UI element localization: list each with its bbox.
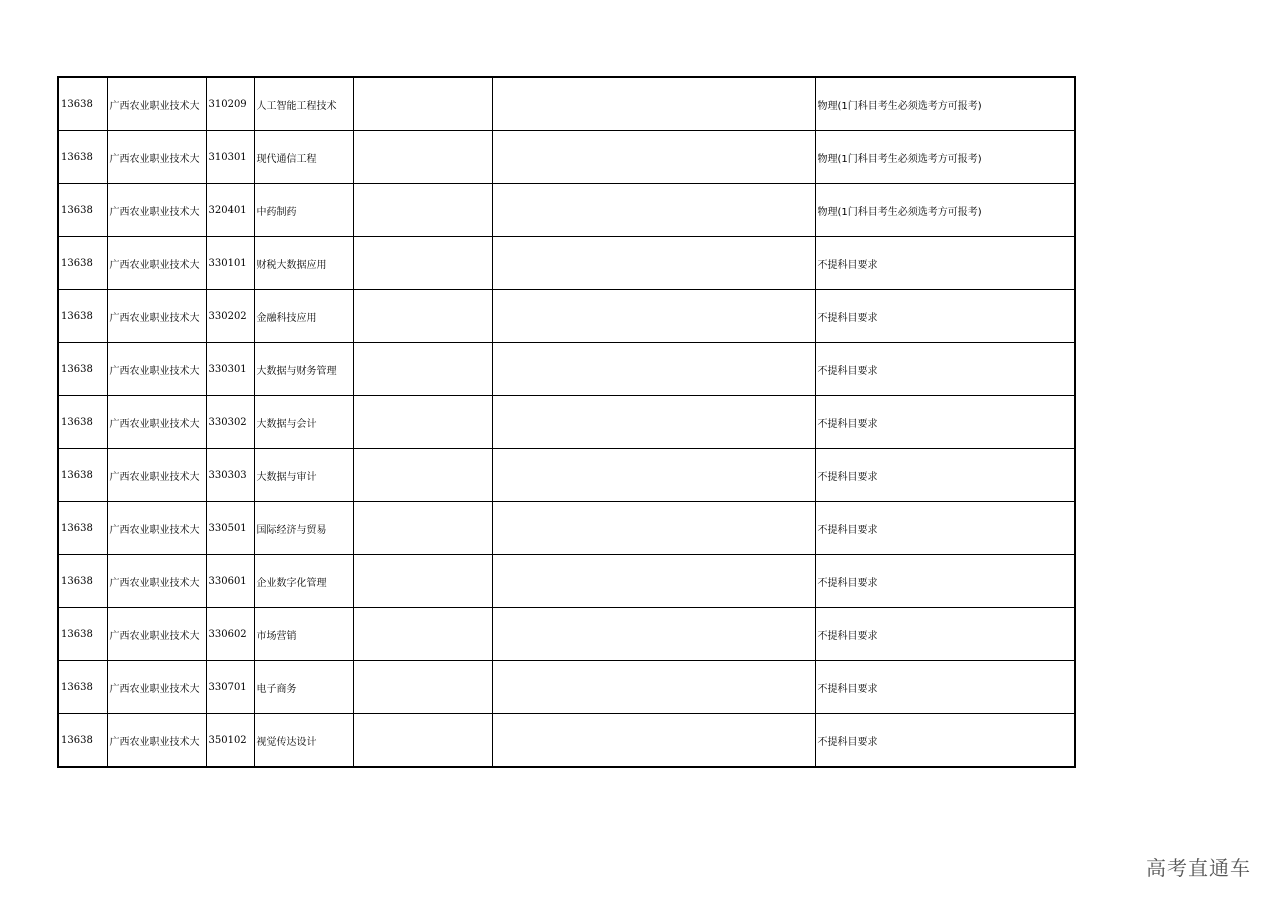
blank-cell-b xyxy=(492,290,815,343)
institution-code-cell: 13638 xyxy=(58,608,107,661)
blank-cell-b xyxy=(492,608,815,661)
institution-code-cell: 13638 xyxy=(58,237,107,290)
subject-requirements-table xyxy=(57,76,1076,768)
institution-code-cell: 13638 xyxy=(58,555,107,608)
institution-name-cell: 广西农业职业技术大 xyxy=(107,343,206,396)
institution-name-cell: 广西农业职业技术大 xyxy=(107,131,206,184)
major-name-cell: 电子商务 xyxy=(254,661,353,714)
table-row xyxy=(58,555,1075,608)
blank-cell-b xyxy=(492,661,815,714)
blank-cell-b xyxy=(492,502,815,555)
institution-name-cell: 广西农业职业技术大 xyxy=(107,184,206,237)
institution-name-cell: 广西农业职业技术大 xyxy=(107,502,206,555)
table-body xyxy=(58,77,1075,767)
institution-code-cell: 13638 xyxy=(58,502,107,555)
blank-cell-b xyxy=(492,714,815,768)
institution-code-cell: 13638 xyxy=(58,131,107,184)
blank-cell-a xyxy=(353,661,492,714)
blank-cell-a xyxy=(353,449,492,502)
institution-code-cell: 13638 xyxy=(58,290,107,343)
major-name-cell: 视觉传达设计 xyxy=(254,714,353,768)
table-row xyxy=(58,290,1075,343)
subject-requirement-cell: 不提科目要求 xyxy=(815,449,1075,502)
major-code-cell: 320401 xyxy=(206,184,254,237)
subject-requirement-cell: 不提科目要求 xyxy=(815,237,1075,290)
major-name-cell: 大数据与财务管理 xyxy=(254,343,353,396)
blank-cell-a xyxy=(353,77,492,131)
major-name-cell: 国际经济与贸易 xyxy=(254,502,353,555)
blank-cell-a xyxy=(353,502,492,555)
table-row xyxy=(58,396,1075,449)
institution-code-cell: 13638 xyxy=(58,184,107,237)
table-row xyxy=(58,714,1075,768)
subject-requirement-cell: 物理(1门科目考生必须选考方可报考) xyxy=(815,77,1075,131)
institution-name-cell: 广西农业职业技术大 xyxy=(107,555,206,608)
major-code-cell: 310209 xyxy=(206,77,254,131)
blank-cell-b xyxy=(492,555,815,608)
institution-name-cell: 广西农业职业技术大 xyxy=(107,237,206,290)
subject-requirement-cell: 不提科目要求 xyxy=(815,343,1075,396)
blank-cell-b xyxy=(492,449,815,502)
subject-requirement-cell: 不提科目要求 xyxy=(815,661,1075,714)
subject-requirement-cell: 不提科目要求 xyxy=(815,555,1075,608)
blank-cell-b xyxy=(492,343,815,396)
major-code-cell: 330302 xyxy=(206,396,254,449)
table-row xyxy=(58,131,1075,184)
blank-cell-a xyxy=(353,184,492,237)
major-code-cell: 330601 xyxy=(206,555,254,608)
major-name-cell: 人工智能工程技术 xyxy=(254,77,353,131)
institution-code-cell: 13638 xyxy=(58,661,107,714)
major-code-cell: 330602 xyxy=(206,608,254,661)
institution-code-cell: 13638 xyxy=(58,343,107,396)
major-code-cell: 330501 xyxy=(206,502,254,555)
major-name-cell: 财税大数据应用 xyxy=(254,237,353,290)
table-row xyxy=(58,502,1075,555)
major-code-cell: 330101 xyxy=(206,237,254,290)
blank-cell-a xyxy=(353,608,492,661)
major-name-cell: 中药制药 xyxy=(254,184,353,237)
table-row xyxy=(58,608,1075,661)
institution-name-cell: 广西农业职业技术大 xyxy=(107,290,206,343)
institution-name-cell: 广西农业职业技术大 xyxy=(107,661,206,714)
blank-cell-b xyxy=(492,396,815,449)
table-row xyxy=(58,449,1075,502)
subject-requirement-cell: 不提科目要求 xyxy=(815,608,1075,661)
major-code-cell: 330202 xyxy=(206,290,254,343)
subject-requirement-cell: 不提科目要求 xyxy=(815,714,1075,768)
major-code-cell: 350102 xyxy=(206,714,254,768)
subject-requirement-cell: 不提科目要求 xyxy=(815,290,1075,343)
institution-name-cell: 广西农业职业技术大 xyxy=(107,396,206,449)
institution-code-cell: 13638 xyxy=(58,77,107,131)
blank-cell-a xyxy=(353,714,492,768)
institution-code-cell: 13638 xyxy=(58,714,107,768)
subject-requirement-cell: 不提科目要求 xyxy=(815,396,1075,449)
major-name-cell: 金融科技应用 xyxy=(254,290,353,343)
blank-cell-a xyxy=(353,131,492,184)
institution-code-cell: 13638 xyxy=(58,449,107,502)
major-name-cell: 大数据与会计 xyxy=(254,396,353,449)
blank-cell-a xyxy=(353,237,492,290)
table-row xyxy=(58,77,1075,131)
major-code-cell: 330701 xyxy=(206,661,254,714)
subject-requirement-cell: 物理(1门科目考生必须选考方可报考) xyxy=(815,184,1075,237)
major-name-cell: 企业数字化管理 xyxy=(254,555,353,608)
watermark-text: 高考直通车 xyxy=(1146,856,1251,880)
blank-cell-a xyxy=(353,555,492,608)
major-name-cell: 现代通信工程 xyxy=(254,131,353,184)
table-row xyxy=(58,184,1075,237)
institution-name-cell: 广西农业职业技术大 xyxy=(107,449,206,502)
blank-cell-b xyxy=(492,237,815,290)
blank-cell-a xyxy=(353,343,492,396)
major-code-cell: 330301 xyxy=(206,343,254,396)
blank-cell-b xyxy=(492,131,815,184)
blank-cell-b xyxy=(492,77,815,131)
major-name-cell: 大数据与审计 xyxy=(254,449,353,502)
table-row xyxy=(58,661,1075,714)
major-code-cell: 310301 xyxy=(206,131,254,184)
subject-requirement-cell: 物理(1门科目考生必须选考方可报考) xyxy=(815,131,1075,184)
blank-cell-b xyxy=(492,184,815,237)
table-row xyxy=(58,343,1075,396)
major-code-cell: 330303 xyxy=(206,449,254,502)
institution-code-cell: 13638 xyxy=(58,396,107,449)
blank-cell-a xyxy=(353,290,492,343)
blank-cell-a xyxy=(353,396,492,449)
table-row xyxy=(58,237,1075,290)
institution-name-cell: 广西农业职业技术大 xyxy=(107,714,206,768)
institution-name-cell: 广西农业职业技术大 xyxy=(107,77,206,131)
major-name-cell: 市场营销 xyxy=(254,608,353,661)
subject-requirement-cell: 不提科目要求 xyxy=(815,502,1075,555)
institution-name-cell: 广西农业职业技术大 xyxy=(107,608,206,661)
